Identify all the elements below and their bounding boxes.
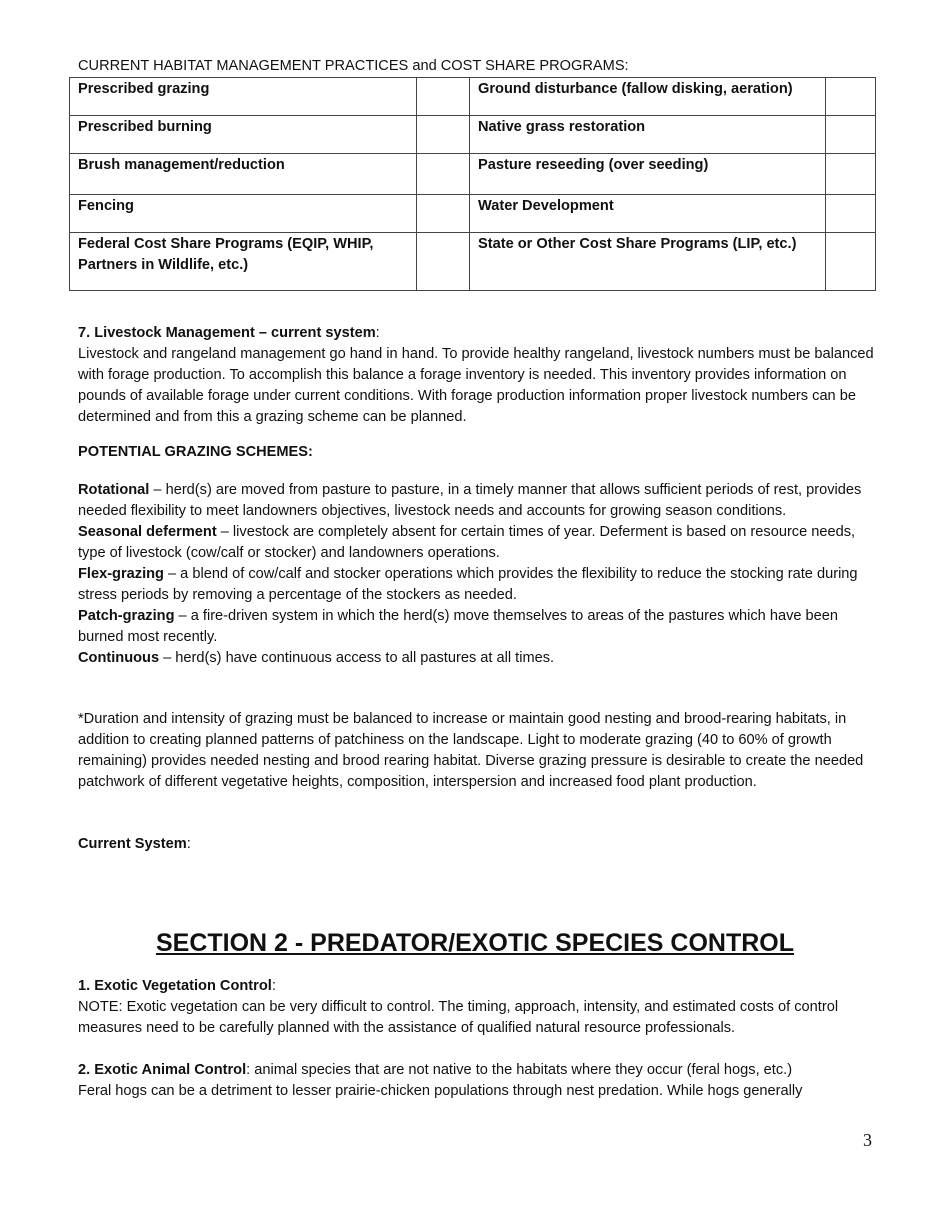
exotic-vegetation-section: [78, 976, 878, 1039]
practice-label: Prescribed grazing: [70, 78, 417, 116]
scheme-term: Rotational: [78, 482, 150, 498]
section-heading-text: 1. Exotic Vegetation Control: [78, 978, 272, 994]
table-row: [70, 154, 876, 195]
list-item: [78, 480, 878, 522]
practice-label: Prescribed burning: [70, 116, 417, 154]
current-system-text: Current System: [78, 836, 187, 852]
current-system-label: [78, 834, 878, 855]
list-item: [78, 522, 878, 564]
practice-check-cell[interactable]: [417, 233, 470, 291]
exotic-animal-section: [78, 1060, 878, 1102]
section-body: NOTE: Exotic vegetation can be very difficult to control. The timing, approach, intensity, and estimated costs of control measures need to be carefully planned with the assistance of qualified natural resource professionals.: [78, 999, 839, 1036]
practice-label: Ground disturbance (fallow disking, aeration): [470, 78, 826, 116]
practice-check-cell[interactable]: [826, 116, 876, 154]
practice-label: Native grass restoration: [470, 116, 826, 154]
current-system-colon: :: [186, 836, 191, 852]
practice-label: State or Other Cost Share Programs (LIP, etc.): [470, 233, 826, 291]
scheme-term: Flex-grazing: [78, 566, 164, 582]
section-heading: [78, 323, 878, 344]
scheme-description: – herd(s) are moved from pasture to pasture, in a timely manner that allows sufficient periods of rest, provides needed flexibility to meet landowners objectives, livestock needs and accounts for growing season conditions.: [78, 482, 862, 519]
scheme-description: – herd(s) have continuous access to all pastures at all times.: [159, 650, 555, 666]
page-number: 3: [863, 1130, 872, 1150]
list-item: [78, 648, 878, 669]
practice-label: Pasture reseeding (over seeding): [470, 154, 826, 195]
scheme-description: – livestock are completely absent for certain times of year. Deferment is based on resource needs, type of livestock (cow/calf or stocker) and landowners operations.: [78, 524, 856, 561]
scheme-description: – a blend of cow/calf and stocker operations which provides the flexibility to reduce the stocking rate during stress periods by removing a percentage of the stockers as needed.: [78, 566, 858, 603]
scheme-term: Continuous: [78, 650, 160, 666]
practice-label: Water Development: [470, 195, 826, 233]
livestock-management-section: [78, 323, 878, 428]
section-body: Livestock and rangeland management go hand in hand. To provide healthy rangeland, livestock numbers must be balanced with forage production. To accomplish this balance a forage inventory is needed. This inventory provides information on pounds of available forage under current conditions. With forage production information proper livestock numbers can be determined and from this a grazing scheme can be planned.: [78, 346, 874, 425]
practice-check-cell[interactable]: [417, 195, 470, 233]
practice-label: Brush management/reduction: [70, 154, 417, 195]
practice-check-cell[interactable]: [417, 78, 470, 116]
practice-label: Federal Cost Share Programs (EQIP, WHIP, Partners in Wildlife, etc.): [70, 233, 417, 291]
list-item: [78, 606, 878, 648]
section-2-title: SECTION 2 - PREDATOR/EXOTIC SPECIES CONTROL: [155, 929, 795, 957]
table-row: [70, 233, 876, 291]
practice-check-cell[interactable]: [826, 78, 876, 116]
section-heading-text: 2. Exotic Animal Control: [78, 1062, 247, 1078]
table-row: [70, 78, 876, 116]
section-heading-text: 7. Livestock Management – current system: [78, 325, 376, 341]
scheme-term: Seasonal deferment: [78, 524, 217, 540]
practice-check-cell[interactable]: [826, 195, 876, 233]
practices-table-title: CURRENT HABITAT MANAGEMENT PRACTICES and COST SHARE PROGRAMS:: [78, 58, 629, 74]
scheme-term: Patch-grazing: [78, 608, 175, 624]
list-item: [78, 564, 878, 606]
practice-check-cell[interactable]: [417, 116, 470, 154]
table-row: [70, 116, 876, 154]
scheme-description: – a fire-driven system in which the herd(s) move themselves to areas of the pastures which have been burned most recently.: [78, 608, 839, 645]
practice-check-cell[interactable]: [826, 154, 876, 195]
practice-label: Fencing: [70, 195, 417, 233]
grazing-schemes-title: POTENTIAL GRAZING SCHEMES:: [78, 444, 313, 460]
section-heading: [78, 976, 878, 997]
heading-colon: :: [375, 325, 380, 341]
grazing-schemes-list: [78, 480, 878, 669]
section-body: Feral hogs can be a detriment to lesser prairie-chicken populations through nest predation. While hogs generally: [78, 1083, 803, 1099]
section-intro: : animal species that are not native to the habitats where they occur (feral hogs, etc.): [246, 1062, 793, 1078]
practice-check-cell[interactable]: [826, 233, 876, 291]
practices-table: [69, 77, 876, 291]
grazing-duration-note: *Duration and intensity of grazing must be balanced to increase or maintain good nesting and brood-rearing habitats, in addition to creating planned patterns of patchiness on the landscape. Light to moderate grazing (40 to 60% of growth remaining) provides needed nesting and brood rearing habitat. Diverse grazing pressure is desirable to create the needed patchwork of different vegetative heights, composition, interspersion and increased food plant production.: [78, 711, 864, 790]
heading-colon: :: [271, 978, 276, 994]
practice-check-cell[interactable]: [417, 154, 470, 195]
table-row: [70, 195, 876, 233]
section-heading: [78, 1060, 878, 1081]
